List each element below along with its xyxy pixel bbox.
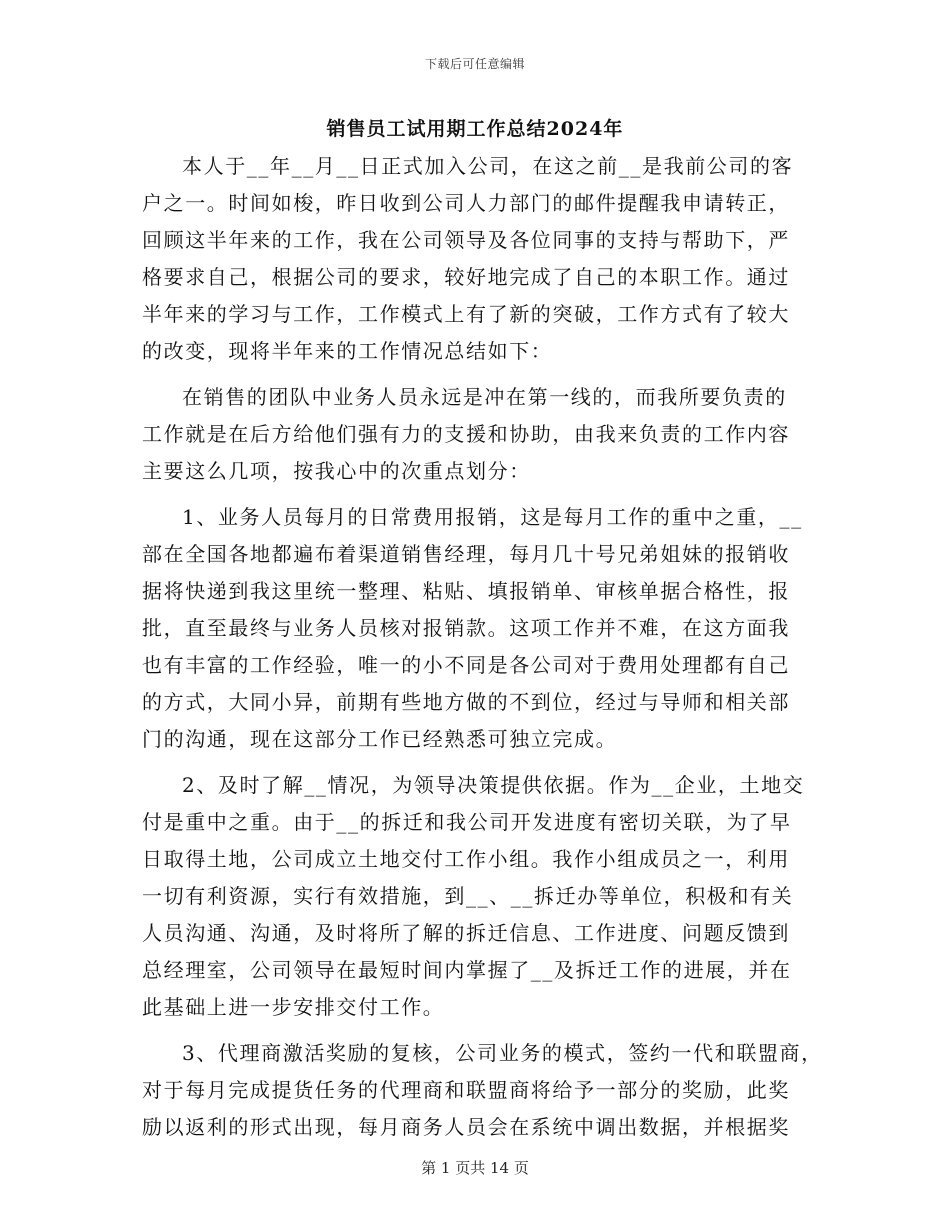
text-line: 1、业务人员每月的日常费用报销，这是每月工作的重中之重，__ <box>182 505 803 529</box>
text-line: 主要这么几项，按我心中的次重点划分： <box>142 459 531 483</box>
document-title: 销售员工试用期工作总结2024年 <box>326 118 624 140</box>
text-line: 3、代理商激活奖励的复核，公司业务的模式，签约一代和联盟商， <box>182 1041 823 1065</box>
text-line: 的方式，大同小异，前期有些地方做的不到位，经过与导师和相关部 <box>142 690 790 714</box>
text-line: 门的沟通，现在这部分工作已经熟悉可独立完成。 <box>142 727 618 751</box>
header-note: 下载后可任意编辑 <box>424 57 525 71</box>
text-line: 2、及时了解__情况，为领导决策提供依据。作为__企业，土地交 <box>182 773 805 797</box>
text-line: 批，直至最终与业务人员核对报销款。这项工作并不难，在这方面我 <box>142 616 790 640</box>
text-line: 工作就是在后方给他们强有力的支援和协助，由我来负责的工作内容 <box>142 422 790 446</box>
text-line: 半年来的学习与工作，工作模式上有了新的突破，工作方式有了较大 <box>142 302 790 326</box>
text-line: 总经理室，公司领导在最短时间内掌握了__及拆迁工作的进展，并在 <box>142 958 792 982</box>
text-line: 付是重中之重。由于__的拆迁和我公司开发进度有密切关联，为了早 <box>142 810 792 834</box>
paragraph-item-3 <box>142 1035 823 1146</box>
text-line: 部在全国各地都遍布着渠道销售经理，每月几十号兄弟姐妹的报销收 <box>142 542 790 566</box>
text-line: 励以返利的形式出现，每月商务人员会在系统中调出数据，并根据奖 <box>142 1115 790 1139</box>
text-line: 人员沟通、沟通，及时将所了解的拆迁信息、工作进度、问题反馈到 <box>142 921 790 945</box>
text-line: 日取得土地，公司成立土地交付工作小组。我作小组成员之一，利用 <box>142 847 790 871</box>
page-footer: 第 1 页共 14 页 <box>421 1159 529 1177</box>
text-line: 本人于__年__月__日正式加入公司，在这之前__是我前公司的客 <box>182 154 794 178</box>
paragraph-item-2 <box>142 767 818 1026</box>
text-line: 对于每月完成提货任务的代理商和联盟商将给予一部分的奖励，此奖 <box>142 1078 790 1102</box>
text-line: 据将快递到我这里统一整理、粘贴、填报销单、审核单据合格性，报 <box>142 579 790 603</box>
text-line: 的改变，现将半年来的工作情况总结如下： <box>142 339 553 363</box>
text-line: 在销售的团队中业务人员永远是冲在第一线的，而我所要负责的 <box>182 385 787 409</box>
text-line: 户之一。时间如梭，昨日收到公司人力部门的邮件提醒我申请转正， <box>142 191 790 215</box>
text-line: 一切有利资源，实行有效措施，到__、__拆迁办等单位，积极和有关 <box>142 884 794 908</box>
paragraph-team-role <box>142 379 818 490</box>
text-line: 此基础上进一步安排交付工作。 <box>142 995 445 1019</box>
document-body <box>142 148 823 1155</box>
paragraph-item-1 <box>142 499 818 758</box>
text-line: 格要求自己，根据公司的要求，较好地完成了自己的本职工作。通过 <box>142 265 790 289</box>
text-line: 回顾这半年来的工作，我在公司领导及各位同事的支持与帮助下，严 <box>142 228 790 252</box>
text-line: 也有丰富的工作经验，唯一的小不同是各公司对于费用处理都有自己 <box>142 653 790 677</box>
paragraph-intro <box>142 148 818 370</box>
